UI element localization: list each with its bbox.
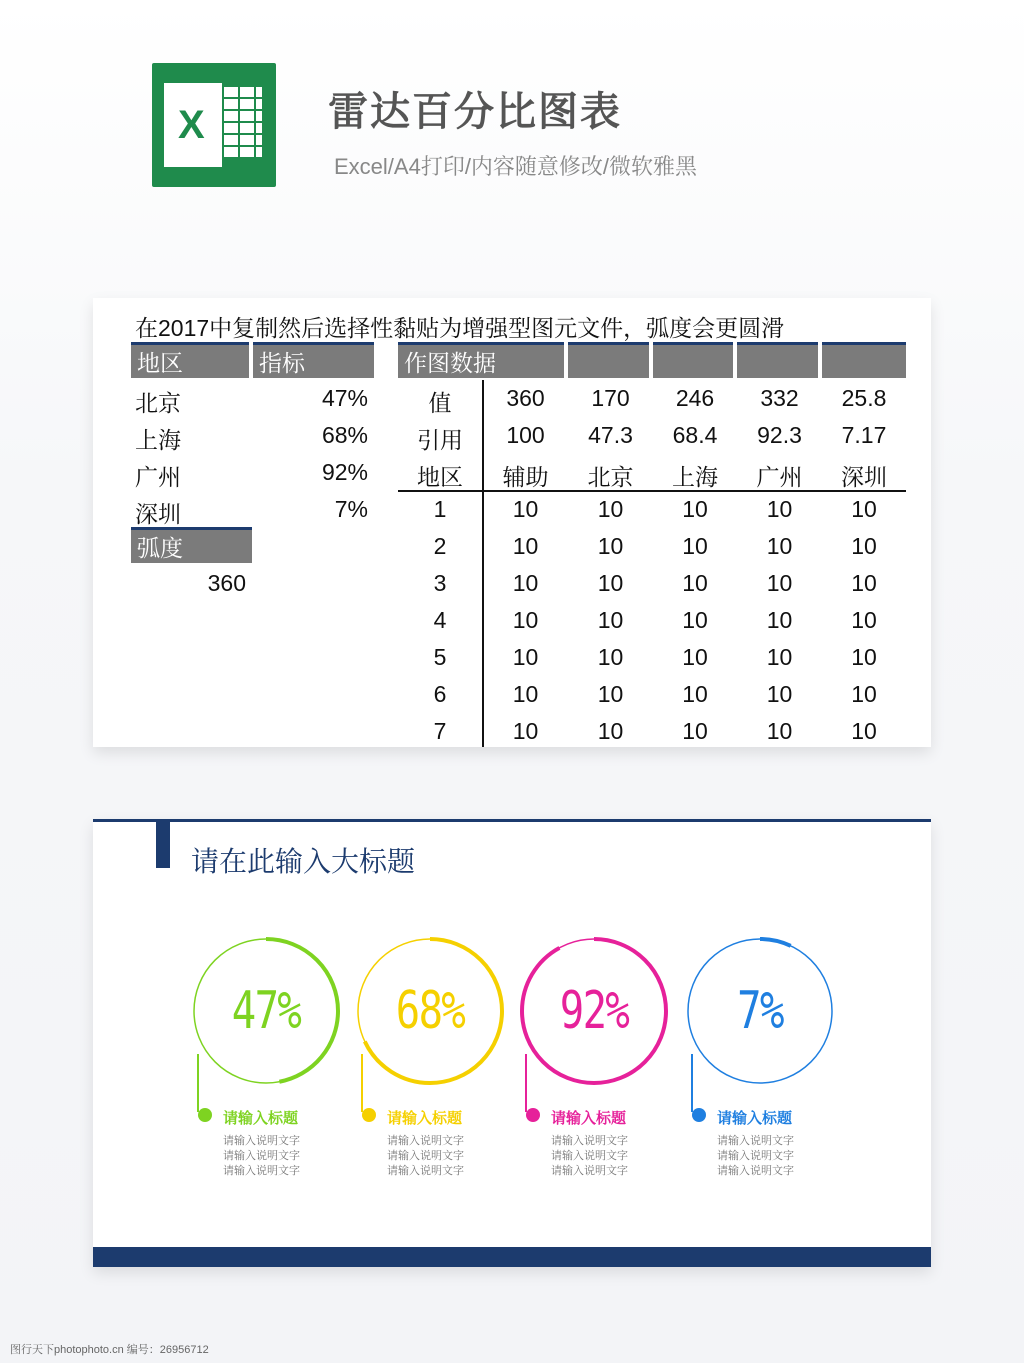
row-index: 6: [433, 681, 447, 707]
table-cell: 10: [597, 533, 624, 559]
table-cell: 10: [851, 607, 877, 633]
table-cell: 10: [766, 570, 793, 596]
description-line: 请输入说明文字: [387, 1165, 464, 1177]
watermark: 图行天下photophoto.cn 编号：26956712: [10, 1344, 209, 1356]
ring-stem: [525, 1054, 527, 1112]
row-index: 5: [433, 644, 447, 670]
ring-percent: 92%: [559, 981, 629, 1041]
logo-grid: [224, 87, 262, 159]
region-name: 深圳: [135, 501, 181, 527]
ref-row-cell: 47.3: [588, 422, 633, 448]
table-cell: 10: [512, 644, 539, 670]
region-row-cell: 北京: [587, 464, 634, 490]
logo-letter: X: [178, 103, 205, 147]
row-index: 7: [433, 718, 447, 744]
region-percent: 92%: [321, 459, 368, 485]
header-chart-data: 作图数据: [398, 342, 564, 378]
description-line: 请输入说明文字: [223, 1150, 300, 1162]
table-cell: 10: [766, 607, 793, 633]
description-line: 请输入说明文字: [223, 1135, 300, 1147]
table-cell: 10: [597, 570, 624, 596]
ref-row-cell: 引用: [417, 427, 463, 453]
table-cell: 10: [851, 533, 877, 559]
footer-bar: [93, 1247, 931, 1267]
item-description: [387, 1134, 464, 1179]
header-blank: [568, 342, 649, 378]
table-cell: 10: [682, 607, 708, 633]
table-cell: 10: [851, 718, 877, 744]
item-description: [717, 1134, 794, 1179]
table-cell: 10: [682, 570, 708, 596]
description-line: 请输入说明文字: [717, 1150, 794, 1162]
table-cell: 10: [597, 681, 624, 707]
row-index: 2: [433, 533, 447, 559]
region-row-cell: 广州: [756, 464, 803, 490]
header-blank: [822, 342, 906, 378]
page-title: 雷达百分比图表: [328, 90, 622, 134]
header-region: 地区: [131, 342, 249, 378]
table-cell: 10: [682, 718, 708, 744]
page-subtitle: Excel/A4打印/内容随意修改/微软雅黑: [334, 154, 698, 179]
table-cell: 10: [682, 681, 708, 707]
item-title: 请输入标题: [387, 1110, 463, 1127]
ring-percent: 7%: [737, 981, 783, 1041]
value-row-cell: 25.8: [841, 385, 887, 411]
ring-stem: [691, 1054, 693, 1112]
row-index: 1: [433, 496, 447, 522]
region-name: 北京: [135, 390, 181, 416]
bullet-dot-icon: [692, 1108, 706, 1122]
heading-accent-bar: [156, 822, 170, 868]
progress-ring: [519, 936, 669, 1086]
header-arc: 弧度: [131, 527, 252, 563]
table-cell: 10: [851, 644, 877, 670]
row-index: 4: [433, 607, 447, 633]
table-cell: 10: [512, 496, 539, 522]
table-cell: 10: [682, 644, 708, 670]
header-blank: [737, 342, 818, 378]
table-cell: 10: [766, 718, 793, 744]
value-row-cell: 值: [428, 390, 452, 416]
table-cell: 10: [851, 496, 877, 522]
infographic-heading: 请在此输入大标题: [191, 846, 416, 877]
row-index: 3: [433, 570, 447, 596]
region-row-cell: 上海: [672, 464, 718, 490]
bullet-dot-icon: [362, 1108, 376, 1122]
table-cell: 10: [512, 718, 539, 744]
region-percent: 68%: [321, 422, 368, 448]
table-cell: 10: [766, 681, 793, 707]
description-line: 请输入说明文字: [551, 1165, 628, 1177]
region-percent: 47%: [321, 385, 368, 411]
region-name: 上海: [135, 427, 181, 453]
region-name: 广州: [135, 464, 181, 490]
infographic-card: [93, 819, 931, 1267]
header-indicator: 指标: [253, 342, 374, 378]
ring-stem: [197, 1054, 199, 1112]
description-line: 请输入说明文字: [387, 1150, 464, 1162]
arc-value: 360: [207, 570, 246, 596]
bullet-dot-icon: [526, 1108, 540, 1122]
value-row-cell: 246: [675, 385, 715, 411]
table-cell: 10: [512, 681, 539, 707]
table-cell: 10: [682, 533, 708, 559]
value-row-cell: 332: [760, 385, 799, 411]
ref-row-cell: 100: [506, 422, 545, 448]
description-line: 请输入说明文字: [551, 1135, 628, 1147]
data-sheet-card: [93, 298, 931, 747]
table-cell: 10: [597, 607, 624, 633]
region-percent: 7%: [334, 496, 368, 522]
table-cell: 10: [851, 681, 877, 707]
table-cell: 10: [851, 570, 877, 596]
description-line: 请输入说明文字: [223, 1165, 300, 1177]
description-line: 请输入说明文字: [717, 1135, 794, 1147]
excel-logo-icon: [152, 63, 276, 187]
ref-row-cell: 68.4: [672, 422, 718, 448]
description-line: 请输入说明文字: [387, 1135, 464, 1147]
ref-row-cell: 92.3: [757, 422, 802, 448]
progress-ring: [685, 936, 835, 1086]
table-cell: 10: [512, 607, 539, 633]
sheet-note: 在2017中复制然后选择性黏贴为增强型图元文件，弧度会更圆滑: [135, 315, 785, 341]
ref-row-cell: 7.17: [841, 422, 887, 448]
region-row-cell: 地区: [417, 464, 463, 490]
progress-ring: [191, 936, 341, 1086]
table-cell: 10: [512, 533, 539, 559]
description-line: 请输入说明文字: [717, 1165, 794, 1177]
ring-percent: 47%: [231, 981, 301, 1041]
table-cell: 10: [512, 570, 539, 596]
table-cell: 10: [766, 496, 793, 522]
table-cell: 10: [766, 533, 793, 559]
table-cell: 10: [597, 496, 624, 522]
item-title: 请输入标题: [717, 1110, 793, 1127]
table-cell: 10: [682, 496, 708, 522]
value-row-cell: 360: [506, 385, 545, 411]
header-blank: [653, 342, 733, 378]
bullet-dot-icon: [198, 1108, 212, 1122]
value-row-cell: 170: [591, 385, 630, 411]
description-line: 请输入说明文字: [551, 1150, 628, 1162]
table-cell: 10: [597, 644, 624, 670]
region-row-cell: 深圳: [841, 464, 887, 490]
ring-percent: 68%: [395, 981, 465, 1041]
progress-ring: [355, 936, 505, 1086]
item-description: [223, 1134, 300, 1179]
table-cell: 10: [766, 644, 793, 670]
ring-stem: [361, 1054, 363, 1112]
item-title: 请输入标题: [551, 1110, 627, 1127]
item-description: [551, 1134, 628, 1179]
logo-document: [164, 83, 222, 167]
region-row-cell: 辅助: [502, 464, 549, 490]
table-cell: 10: [597, 718, 624, 744]
item-title: 请输入标题: [223, 1110, 299, 1127]
